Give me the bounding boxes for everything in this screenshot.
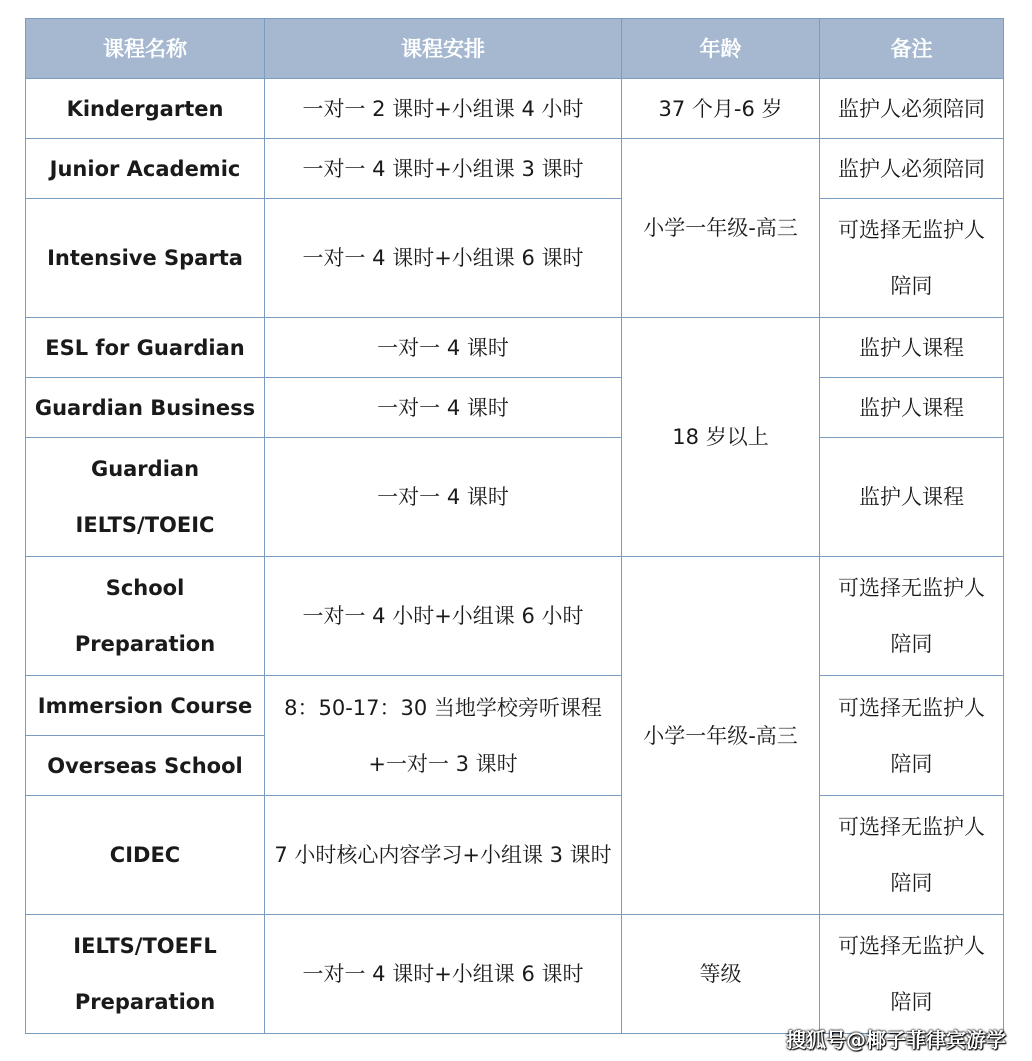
table-row — [26, 199, 1004, 318]
course-name: IELTS/TOEFL Preparation — [26, 915, 265, 1034]
course-note: 可选择无监护人陪同 — [820, 796, 1004, 915]
course-age: 37 个月-6 岁 — [622, 79, 820, 139]
header-schedule: 课程安排 — [265, 19, 622, 79]
table-row — [26, 378, 1004, 438]
course-schedule: 7 小时核心内容学习+小组课 3 课时 — [265, 796, 622, 915]
course-name: Intensive Sparta — [26, 199, 265, 318]
course-age: 小学一年级-高三 — [622, 139, 820, 318]
course-note: 可选择无监护人陪同 — [820, 915, 1004, 1034]
course-note: 可选择无监护人陪同 — [820, 557, 1004, 676]
course-name: Junior Academic — [26, 139, 265, 199]
course-note: 监护人课程 — [820, 438, 1004, 557]
course-age: 小学一年级-高三 — [622, 557, 820, 915]
course-age: 18 岁以上 — [622, 318, 820, 557]
course-schedule: 一对一 4 课时+小组课 6 课时 — [265, 199, 622, 318]
course-schedule: 一对一 4 小时+小组课 6 小时 — [265, 557, 622, 676]
course-schedule: 8：50-17：30 当地学校旁听课程+一对一 3 课时 — [265, 676, 622, 796]
course-note: 监护人必须陪同 — [820, 139, 1004, 199]
course-name: School Preparation — [26, 557, 265, 676]
course-name: Immersion Course — [26, 676, 265, 736]
watermark: 搜狐号@椰子菲律宾游学 — [786, 1028, 1006, 1052]
table-row — [26, 557, 1004, 676]
course-note: 监护人课程 — [820, 318, 1004, 378]
course-table — [25, 18, 1004, 1034]
table-row — [26, 915, 1004, 1034]
table-row — [26, 438, 1004, 557]
header-age: 年龄 — [622, 19, 820, 79]
course-schedule: 一对一 4 课时+小组课 3 课时 — [265, 139, 622, 199]
table-header-row — [26, 19, 1004, 79]
course-schedule: 一对一 2 课时+小组课 4 小时 — [265, 79, 622, 139]
course-note: 可选择无监护人陪同 — [820, 676, 1004, 796]
course-schedule: 一对一 4 课时 — [265, 438, 622, 557]
course-name: Kindergarten — [26, 79, 265, 139]
table-row — [26, 79, 1004, 139]
course-age: 等级 — [622, 915, 820, 1034]
course-note: 可选择无监护人陪同 — [820, 199, 1004, 318]
course-name: Guardian IELTS/TOEIC — [26, 438, 265, 557]
table-row — [26, 318, 1004, 378]
course-name: ESL for Guardian — [26, 318, 265, 378]
header-note: 备注 — [820, 19, 1004, 79]
table-row — [26, 676, 1004, 736]
table-row — [26, 139, 1004, 199]
course-schedule: 一对一 4 课时 — [265, 378, 622, 438]
course-name: CIDEC — [26, 796, 265, 915]
course-note: 监护人必须陪同 — [820, 79, 1004, 139]
course-schedule: 一对一 4 课时+小组课 6 课时 — [265, 915, 622, 1034]
course-schedule: 一对一 4 课时 — [265, 318, 622, 378]
course-note: 监护人课程 — [820, 378, 1004, 438]
course-name: Overseas School — [26, 736, 265, 796]
header-course-name: 课程名称 — [26, 19, 265, 79]
course-name: Guardian Business — [26, 378, 265, 438]
table-row — [26, 796, 1004, 915]
